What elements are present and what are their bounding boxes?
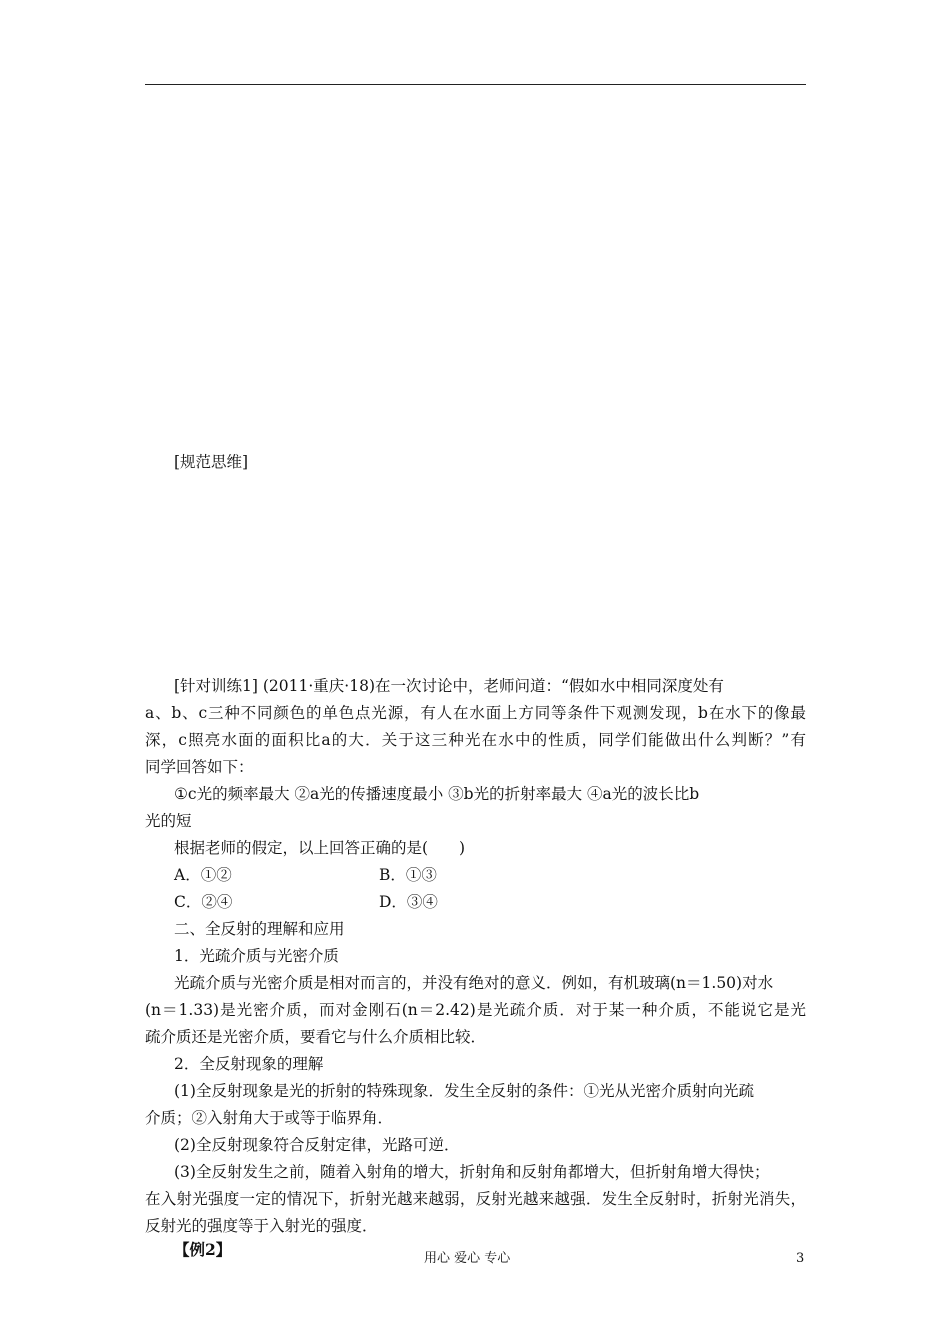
paragraph-1-line-1: 光疏介质与光密介质是相对而言的，并没有绝对的意义．例如，有机玻璃(n＝1.50)对水 — [174, 974, 774, 992]
question-text: 根据老师的假定，以上回答正确的是( ) — [174, 839, 466, 857]
option-a: A．①② — [174, 866, 232, 884]
subsection-2-title: 2．全反射现象的理解 — [174, 1055, 324, 1073]
page-number: 3 — [796, 1251, 805, 1266]
footer-slogan: 用心 爱心 专心 — [424, 1251, 511, 1266]
answers-line-1: ①c光的频率最大 ②a光的传播速度最小 ③b光的折射率最大 ④a光的波长比b — [174, 785, 700, 803]
section-label: [规范思维] — [174, 453, 249, 471]
training-line-4: 同学回答如下： — [145, 758, 254, 776]
paragraph-4-line-3: 反射光的强度等于入射光的强度． — [145, 1217, 378, 1235]
header-rule — [145, 84, 806, 85]
paragraph-1-line-2: (n＝1.33)是光密介质，而对金刚石(n＝2.42)是光疏介质．对于某一种介质，不能说它是光 — [145, 1001, 806, 1019]
paragraph-1-line-3: 疏介质还是光密介质，要看它与什么介质相比较． — [145, 1028, 487, 1046]
paragraph-2-line-1: (1)全反射现象是光的折射的特殊现象．发生全反射的条件：①光从光密介质射向光疏 — [174, 1082, 754, 1100]
example-label: 【例2】 — [174, 1240, 232, 1259]
training-line-1: [针对训练1] (2011·重庆·18)在一次讨论中，老师问道：“假如水中相同深度处有 — [174, 677, 724, 695]
option-c: C．②④ — [174, 893, 233, 911]
training-line-3: 深，c照亮水面的面积比a的大．关于这三种光在水中的性质，同学们能做出什么判断？”有 — [145, 731, 806, 749]
answers-line-2: 光的短 — [145, 812, 192, 830]
paragraph-4-line-2: 在入射光强度一定的情况下，折射光越来越弱，反射光越来越强．发生全反射时，折射光消失， — [145, 1190, 806, 1208]
section-title: 二、全反射的理解和应用 — [174, 920, 345, 938]
subsection-1-title: 1．光疏介质与光密介质 — [174, 947, 339, 965]
training-line-2: a、b、c三种不同颜色的单色点光源，有人在水面上方同等条件下观测发现，b在水下的像最 — [145, 704, 806, 722]
paragraph-4-line-1: (3)全反射发生之前，随着入射角的增大，折射角和反射角都增大，但折射角增大得快； — [174, 1163, 770, 1181]
paragraph-2-line-2: 介质；②入射角大于或等于临界角． — [145, 1109, 394, 1127]
option-d: D．③④ — [379, 893, 438, 911]
option-b: B．①③ — [379, 866, 437, 884]
paragraph-3: (2)全反射现象符合反射定律，光路可逆． — [174, 1136, 460, 1154]
